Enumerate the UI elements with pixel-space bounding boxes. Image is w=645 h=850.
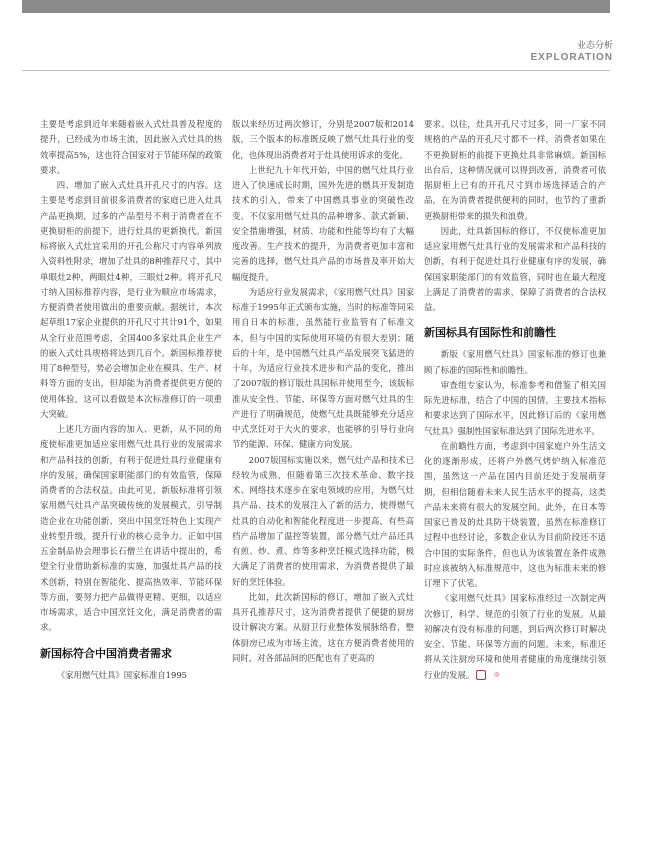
paragraph: 新版《家用燃气灶具》国家标准的修订也兼顾了标准的国际性和前瞻性。 (424, 349, 606, 375)
section-title: 业态分析 (576, 41, 613, 51)
paragraph: 上述几方面内容的加入、更新，从不同的角度使标准更加适应家用燃气灶具行业的发展需求和产品科技的创新，有利于促进灶具行业健康有序的发展，确保国家职能部门的有效监管，保障消费者的合法权益。由此可见，新版标准将引领家用燃气灶具产品突破传统的发展模式，引导制造企业在功能创新、突出中国烹饪特色上实现产业转型升级，提升行业的核心竞争力。正如中国五金制品协会理事长石僧兰在讲话中提出的，希望全行业借助新标准的实施，加强灶具产品的技术创新，特别在智能化、提高热效率、节能环保等方面，要努力把产品做得更精、更细，以适应市场需求，适合中国烹饪文化，满足消费者的需求。 (40, 424, 222, 633)
paragraph: 因此，灶具新国标的修订，不仅使标准更加适应家用燃气灶具行业的发展需求和产品科技的创新，有利于促进灶具行业健康有序的发展，确保国家职能部门的有效监管，同时也在最大程度上满足了消费者的需求，保障了消费者的合法权益。 (424, 225, 606, 312)
end-mark-icon: ◎ (476, 670, 486, 680)
paragraph: 主要是考虑到近年来随着嵌入式灶具普及程度的提升，已经成为市场主流，因此嵌入式灶具的热效率提高5%，这也符合国家对于节能环保的政策要求。 (40, 119, 222, 175)
paragraph: 版以来经历过两次修订，分别是2007版和2014版，三个版本的标准既反映了燃气灶具行业的变化，也体现出消费者对于灶具使用诉求的变化。 (232, 119, 414, 160)
paragraph: 要求。以往，灶具开孔尺寸过多，同一厂家不同规格的产品的开孔尺寸都不一样，消费者如果在不更换厨柜的前提下更换灶具非常麻烦。新国标出台后，这种情况就可以得到改善，消费者可依据厨柜上已有的开孔尺寸到市场选择适合的产品，在为消费者提供便利的同时，也节约了重新更换厨柜带来的损失和浪费。 (424, 119, 606, 221)
paragraph: 为适应行业发展需求，《家用燃气灶具》国家标准于1995年正式颁布实施，当时的标准等同采用自日本的标准，虽然能行业监管有了标准文本，但与中国的实际使用环境仍有很大差别；随后的十年，是中国燃气灶具产品发展突飞猛进的十年，为适应行业技术进步和产品的变化，推出了2007版的修订版灶具国标并使用至今，该版标准从安全性、节能、环保等方面对燃气灶具的生产进行了明确规范，使燃气灶具既能够充分适应中式烹饪对于大火的要求，也能够的引导行业向节约能源、环保、健康方向发展。 (232, 286, 414, 450)
section-heading: 新国标具有国际性和前瞻性 (424, 326, 556, 340)
section-heading: 新国标符合中国消费者需求 (40, 646, 172, 660)
column-3 (424, 117, 606, 683)
header-divider (22, 70, 610, 71)
column-2 (232, 117, 414, 666)
paragraph: 《家用燃气灶具》国家标准自1995 (56, 669, 187, 680)
paragraph (424, 591, 606, 683)
section-subtitle: EXPLORATION (530, 52, 613, 63)
paragraph: 在前瞻性方面，考虑到中国家庭户外生活文化的逐渐形成，还将户外燃气烤炉纳入标准范围，虽然这一产品在国内目前还处于发展萌芽期，但相信随着未来人民生活水平的提高，这类产品未来将有很大的发展空间。此外，在日本等国家已普及的灶具防干烧装置，虽然在标准修订过程中也经讨论，多数企业认为目前阶段还不适合中国的实际条件，但也认为该装置在条件成熟时应该被纳入标准规范中，这也为标准未来的修订埋下了伏笔。 (424, 440, 606, 588)
paragraph: 比如，此次新国标的修订，增加了嵌入式灶具开孔推荐尺寸，这为消费者提供了便捷的厨房设计解决方案。从厨卫行业整体发展脉络看，整体厨房已成为市场主流，这在方便消费者使用的同时，对各部品间的匹配也有了更高的 (232, 591, 414, 663)
paragraph-text: 《家用燃气灶具》国家标准经过一次制定两次修订，科学、规范的引领了行业的发展。从最初解决有没有标准的问题，到后两次修订时解决安全、节能、环保等方面的问题。未来，标准还将从关注厨房环境和使用者健康的角度继续引领行业的发展。 (424, 593, 606, 680)
paragraph: 上世纪九十年代开始，中国的燃气灶具行业进入了快速成长时期，国外先进的燃具开发制造技术的引入，带来了中国燃具事业的突破性改变。不仅家用燃气灶具的品种增多、款式新颖、安全措施增强，材质、功能和性能等均有了大幅度改善。生产技术的提升，为消费者更加丰富和完善的选择，燃气灶具产品的市场普及率开始大幅度提升。 (232, 164, 414, 282)
column-1 (40, 117, 222, 683)
top-color-bar (22, 0, 610, 13)
paragraph: 2007版国标实施以来，燃气灶产品和技术已经较为成熟，但随着第三次技术革命、数字技术、网络技术逐步在家电领域的应用，为燃气灶具产品、技术的发展注入了新的活力，使得燃气灶具的自动化和智能化程度进一步提高，有些高档产品增加了温控等装置，部分燃气灶产品还具有煎、炒、煮、炸等多种烹饪模式选择功能，极大满足了消费者的使用需求，为消费者提供了最好的烹饪体验。 (232, 454, 414, 587)
paragraph: 审查组专家认为，标准参考和借鉴了相关国际先进标准，结合了中国的国情，主要技术指标和要求达到了国际水平，因此修订后的《家用燃气灶具》强制性国家标准达到了国际先进水平。 (424, 379, 606, 436)
paragraph: 四、增加了嵌入式灶具开孔尺寸的内容。这主要是考虑到目前很多消费者的家庭已进入灶具产品更换期，过多的产品型号不利于消费者在不更换厨柜的前提下，进行灶具的更新换代。新国标将嵌入式灶宜采用的开孔公称尺寸内容单列放入资料性附录，增加了灶具的8种推荐尺寸，其中单眼灶2种，两眼灶4种，三眼灶2种。将开孔尺寸纳入国标推荐内容，是行业为顺应市场需求，方便消费者使用做出的重要贡献。据统计，本次起草组17家企业提供的开孔尺寸共计91个，如果从全行业范围考虑，全国400多家灶具企业生产的嵌入式灶具规格将达到几百个。新国标推荐使用了8种型号，势必会增加企业在模具、生产、材料等方面的支出，但却能为消费者提供更方便的使用体验，这可以看做是本次标准修订的一项重大突破。 (40, 180, 222, 419)
